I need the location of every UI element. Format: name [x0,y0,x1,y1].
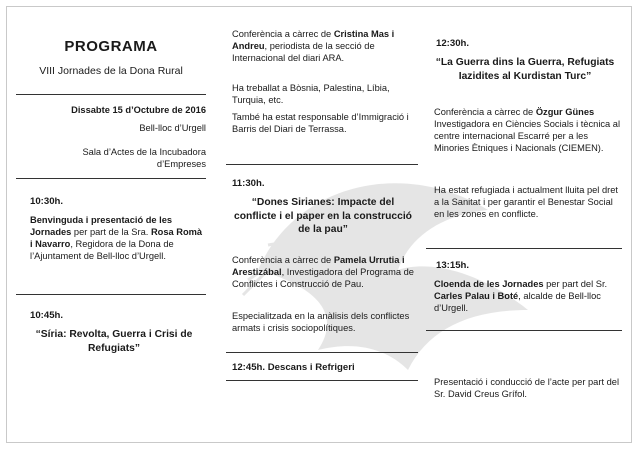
divider [226,352,418,353]
speaker-pamela: Pamela Urrutia i Arestizábal [232,255,405,277]
speaker-pamela-desc: , Investigadora del Programa de Conflictes i Construcció de Pau. [232,267,414,289]
divider [226,380,418,381]
speaker-rosa: Rosa Romà i Navarro [30,227,203,249]
event-venue: Sala d’Actes de la Incubadora d’Empreses [82,147,206,169]
divider [426,248,622,249]
speaker-ozgur: Özgur Günes [535,107,595,117]
program-subtitle: VIII Jornades de la Dona Rural [39,65,183,77]
welcome-rest: , Regidora de la Dona de l’Ajuntament de Bell-lloc d’Urgell. [30,239,174,261]
slot-time-1045: 10:45h. [30,310,64,321]
divider [426,330,622,331]
closing-label: Cloenda de les Jornades [434,279,544,289]
talk-title-siria: “Síria: Revolta, Guerra i Crisi de Refugiats” [35,329,193,354]
speaker-carles: Carles Palau i Boté [434,291,519,301]
slot-time-1030: 10:30h. [30,196,64,207]
slot-time-1315: 13:15h. [436,260,470,271]
conference-pamela [232,254,414,290]
speaker-cristina-desc: , periodista de la secció de Internacional del diari ARA. [232,41,375,63]
speaker-cristina: Cristina Mas i Andreu [232,29,395,51]
welcome-middle: per part de la Sra. [71,227,151,237]
conference-ozgur [434,106,622,154]
divider [16,294,206,295]
event-town: Bell-lloc d’Urgell [139,123,206,133]
conference-cristina [232,28,414,64]
closing-rest: , alcalde de Bell-lloc d’Urgell. [434,291,601,313]
slot-time-1230: 12:30h. [436,38,470,49]
welcome-label: Benvinguda i presentació de les Jornades [30,215,173,237]
speaker-ozgur-desc: Investigadora en Ciències Socials i tècnica al centre internacional Escarré per a les Minories Ètniques i Nacionals (CIEMEN). [434,119,621,153]
conference-lead: Conferència a càrrec de [232,255,334,265]
talk-title-dones: “Dones Sirianes: Impacte del conflicte i el paper en la construcció de la pau” [234,197,412,235]
cristina-worked: Ha treballat a Bòsnia, Palestina, Líbia, Turquia, etc. [232,83,390,105]
conference-lead: Conferència a càrrec de [434,107,536,117]
event-date: Dissabte 15 d’Octubre de 2016 [71,105,206,115]
column-left [16,6,206,77]
divider [16,94,206,95]
break-line: 12:45h. Descans i Refrigeri [232,362,355,373]
closing-middle: per part del Sr. [543,279,608,289]
welcome-text [30,214,204,262]
cristina-also: També ha estat responsable d’Immigració i Barris del Diari de Terrassa. [232,112,409,134]
host-text: Presentació i conducció de l’acte per part del Sr. David Creus Grífol. [434,377,620,399]
pamela-specialized: Especialitzada en la anàlisis dels conflictes armats i crisis sociopolítiques. [232,311,410,333]
conference-lead: Conferència a càrrec de [232,29,334,39]
slot-time-1130: 11:30h. [232,178,265,189]
ozgur-refugee: Ha estat refugiada i actualment lluita pel dret a la Sanitat i per garantir el Benestar Social en les zones en conflicte. [434,185,618,219]
closing-text [434,278,622,314]
divider [16,178,206,179]
talk-title-guerra: “La Guerra dins la Guerra, Refugiats Iazidites al Kurdistan Turc” [435,57,615,82]
divider [226,164,418,165]
program-title: PROGRAMA [64,38,158,55]
